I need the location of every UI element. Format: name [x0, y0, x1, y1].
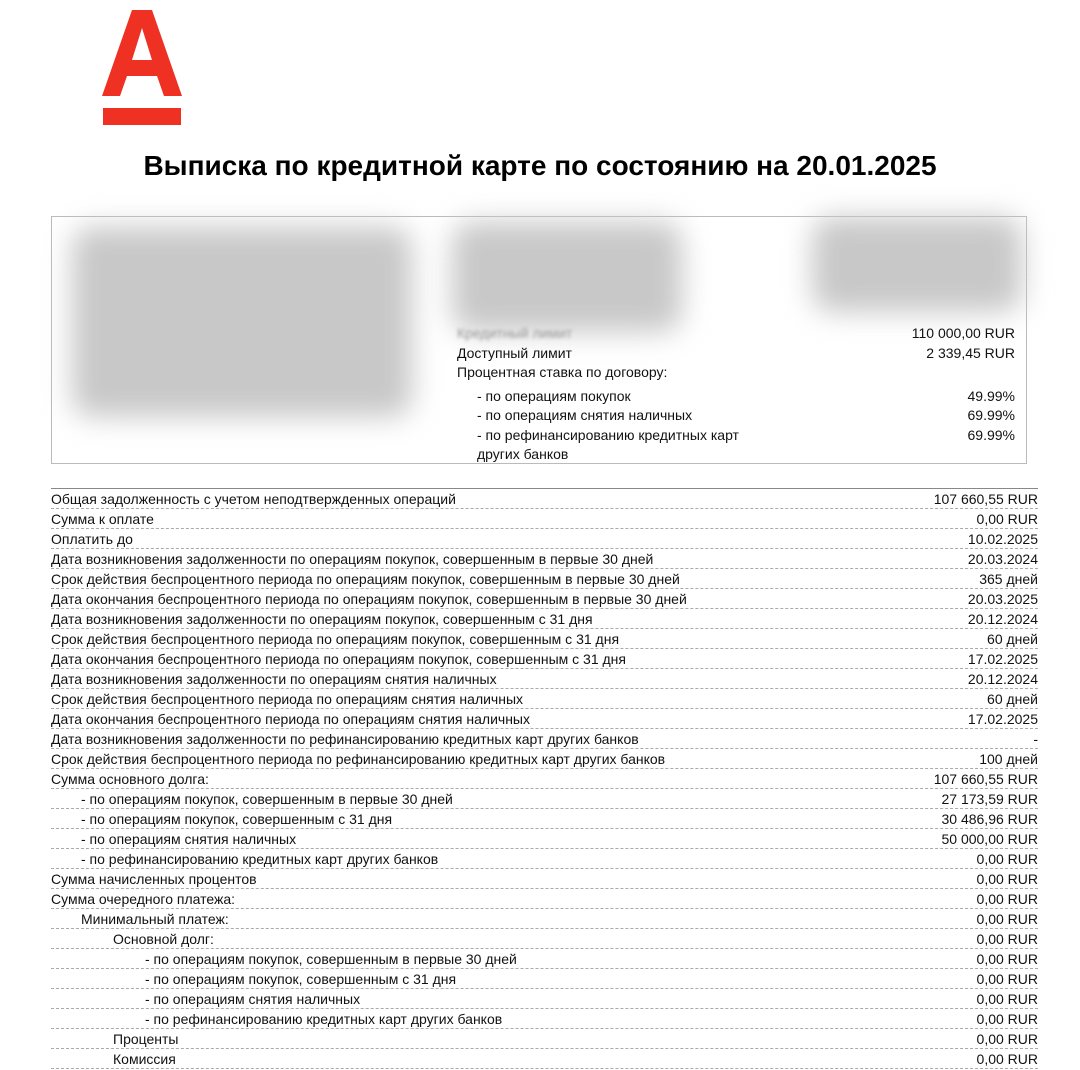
row-value: 27 173,59 RUR [941, 791, 1038, 807]
row-label: Сумма очередного платежа: [51, 891, 236, 907]
table-row [51, 609, 1038, 629]
table-row [51, 749, 1038, 769]
table-row [51, 529, 1038, 549]
alfa-bank-logo [100, 8, 184, 128]
table-row [51, 769, 1038, 789]
row-label: Дата окончания беспроцентного периода по операциям покупок, совершенным с 31 дня [51, 651, 626, 667]
row-label: Дата окончания беспроцентного периода по операциям снятия наличных [51, 711, 530, 727]
table-row [51, 489, 1038, 509]
row-value: 0,00 RUR [976, 851, 1038, 867]
row-label: Общая задолженность с учетом неподтвержденных операций [51, 491, 456, 507]
table-row [51, 1049, 1038, 1069]
row-label: - по операциям покупок, совершенным с 31 дня [145, 971, 457, 987]
table-row [51, 989, 1038, 1009]
row-value: 0,00 RUR [976, 991, 1038, 1007]
table-row [51, 929, 1038, 949]
row-value: 0,00 RUR [976, 951, 1038, 967]
row-value: 107 660,55 RUR [933, 491, 1038, 507]
row-value: 0,00 RUR [976, 871, 1038, 887]
row-label: Дата возникновения задолженности по рефинансированию кредитных карт других банков [51, 731, 639, 747]
account-info-box [51, 216, 1027, 464]
row-value: 107 660,55 RUR [933, 771, 1038, 787]
available-limit-row: Доступный лимит 2 339,45 RUR [457, 345, 1015, 361]
table-row [51, 589, 1038, 609]
row-label: Сумма начисленных процентов [51, 871, 257, 887]
table-row [51, 1009, 1038, 1029]
table-row [51, 949, 1038, 969]
row-value: 17.02.2025 [967, 711, 1038, 727]
row-label: Срок действия беспроцентного периода по рефинансированию кредитных карт других банков [51, 751, 666, 767]
redacted-area [72, 227, 412, 417]
rate-row: - по рефинансированию кредитных карт 69.99% [477, 427, 1015, 443]
statement-table [51, 488, 1038, 1069]
row-value: 20.12.2024 [967, 611, 1038, 627]
row-value: 10.02.2025 [967, 531, 1038, 547]
table-row [51, 629, 1038, 649]
row-label: Комиссия [113, 1051, 176, 1067]
table-row [51, 709, 1038, 729]
row-value: 0,00 RUR [976, 891, 1038, 907]
row-label: - по операциям покупок, совершенным в первые 30 дней [81, 791, 453, 807]
row-value: 0,00 RUR [976, 911, 1038, 927]
table-row [51, 569, 1038, 589]
row-label: Дата возникновения задолженности по операциям покупок, совершенным в первые 30 дней [51, 551, 654, 567]
row-label: Срок действия беспроцентного периода по операциям снятия наличных [51, 691, 524, 707]
table-row [51, 809, 1038, 829]
row-value: 17.02.2025 [967, 651, 1038, 667]
row-label: - по операциям снятия наличных [81, 831, 297, 847]
row-value: 20.03.2025 [967, 591, 1038, 607]
table-row [51, 509, 1038, 529]
table-row [51, 869, 1038, 889]
table-row [51, 1029, 1038, 1049]
row-value: 0,00 RUR [976, 1031, 1038, 1047]
row-value: 0,00 RUR [976, 511, 1038, 527]
row-label: Дата возникновения задолженности по операциям покупок, совершенным с 31 дня [51, 611, 593, 627]
row-label: Срок действия беспроцентного периода по операциям покупок, совершенным в первые 30 дней [51, 571, 680, 587]
credit-limit-row: Кредитный лимит 110 000,00 RUR [457, 325, 1015, 341]
rate-row: - по операциям покупок 49.99% [477, 388, 1015, 404]
row-value: 20.12.2024 [967, 671, 1038, 687]
row-value: 100 дней [979, 751, 1038, 767]
redacted-area [812, 217, 1022, 312]
row-label: Минимальный платеж: [81, 911, 229, 927]
row-label: - по рефинансированию кредитных карт других банков [145, 1011, 503, 1027]
table-row [51, 829, 1038, 849]
row-value: 50 000,00 RUR [941, 831, 1038, 847]
table-row [51, 669, 1038, 689]
row-value: 60 дней [987, 631, 1038, 647]
row-label: Проценты [113, 1031, 179, 1047]
row-value: 20.03.2024 [967, 551, 1038, 567]
row-label: Срок действия беспроцентного периода по операциям покупок, совершенным с 31 дня [51, 631, 620, 647]
rate-header: Процентная ставка по договору: [457, 364, 668, 380]
row-value: 30 486,96 RUR [941, 811, 1038, 827]
row-label: - по рефинансированию кредитных карт других банков [81, 851, 439, 867]
row-value: 0,00 RUR [976, 931, 1038, 947]
table-row [51, 789, 1038, 809]
rate-row: - по операциям снятия наличных 69.99% [477, 407, 1015, 423]
row-label: - по операциям покупок, совершенным с 31 дня [81, 811, 393, 827]
table-row [51, 649, 1038, 669]
row-label: Оплатить до [51, 531, 133, 547]
row-label: Сумма к оплате [51, 511, 154, 527]
row-value: 0,00 RUR [976, 1011, 1038, 1027]
row-label: - по операциям покупок, совершенным в первые 30 дней [145, 951, 517, 967]
row-label: - по операциям снятия наличных [145, 991, 361, 1007]
row-label: Основной долг: [113, 931, 214, 947]
row-value: 0,00 RUR [976, 971, 1038, 987]
row-label: Дата окончания беспроцентного периода по операциям покупок, совершенным в первые 30 дней [51, 591, 687, 607]
row-value: 365 дней [979, 571, 1038, 587]
row-label: Сумма основного долга: [51, 771, 209, 787]
table-row [51, 729, 1038, 749]
table-row [51, 689, 1038, 709]
page-title: Выписка по кредитной карте по состоянию на 20.01.2025 [143, 150, 937, 181]
row-value: 0,00 RUR [976, 1051, 1038, 1067]
table-row [51, 549, 1038, 569]
table-row [51, 849, 1038, 869]
rate-row-cont: других банков [477, 446, 569, 462]
redacted-area [452, 222, 682, 332]
row-value: 60 дней [987, 691, 1038, 707]
row-label: Дата возникновения задолженности по операциям снятия наличных [51, 671, 497, 687]
table-row [51, 909, 1038, 929]
table-row [51, 889, 1038, 909]
table-row [51, 969, 1038, 989]
row-value: - [1033, 731, 1038, 747]
